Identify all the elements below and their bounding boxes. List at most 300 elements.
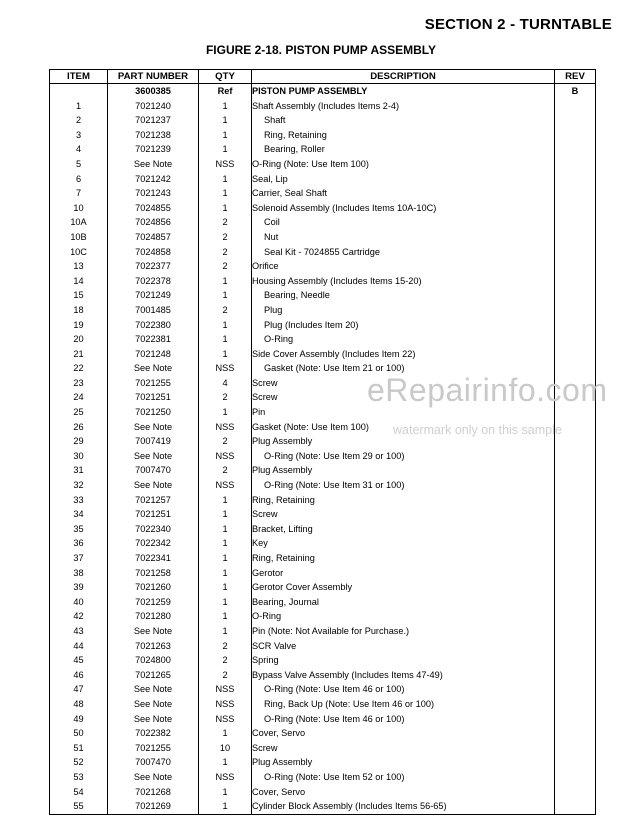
table-row <box>50 245 596 260</box>
cell-item: 46 <box>50 668 108 683</box>
cell-item: 21 <box>50 347 108 362</box>
cell-description: Gerotor Cover Assembly <box>252 580 555 595</box>
cell-part-number: 7021265 <box>108 668 199 683</box>
cell-qty: 1 <box>199 274 252 289</box>
cell-rev <box>555 142 596 157</box>
table-row <box>50 390 596 405</box>
figure-title: FIGURE 2-18. PISTON PUMP ASSEMBLY <box>205 43 437 57</box>
table-row <box>50 580 596 595</box>
cell-item: 48 <box>50 697 108 712</box>
cell-item: 25 <box>50 405 108 420</box>
cell-item: 6 <box>50 172 108 187</box>
cell-part-number: 7021269 <box>108 799 199 814</box>
cell-item: 33 <box>50 493 108 508</box>
table-row <box>50 259 596 274</box>
cell-item: 30 <box>50 449 108 464</box>
cell-part-number: 7021263 <box>108 639 199 654</box>
cell-part-number: 7022380 <box>108 318 199 333</box>
cell-rev <box>555 274 596 289</box>
cell-part-number: 7001485 <box>108 303 199 318</box>
table-row <box>50 536 596 551</box>
cell-part-number: 7021240 <box>108 99 199 114</box>
cell-description: O-Ring (Note: Use Item 29 or 100) <box>252 449 555 464</box>
cell-item: 10 <box>50 201 108 216</box>
cell-qty: 1 <box>199 551 252 566</box>
cell-part-number: 7021251 <box>108 390 199 405</box>
cell-description: O-Ring (Note: Use Item 46 or 100) <box>252 682 555 697</box>
cell-description: Seal Kit - 7024855 Cartridge <box>252 245 555 260</box>
table-row <box>50 186 596 201</box>
cell-rev <box>555 449 596 464</box>
table-row <box>50 361 596 376</box>
cell-item: 53 <box>50 770 108 785</box>
table-row <box>50 405 596 420</box>
cell-rev <box>555 186 596 201</box>
cell-part-number: 7021255 <box>108 376 199 391</box>
cell-item: 39 <box>50 580 108 595</box>
cell-item: 35 <box>50 522 108 537</box>
cell-qty: NSS <box>199 712 252 727</box>
cell-part-number: 7024857 <box>108 230 199 245</box>
table-row <box>50 318 596 333</box>
cell-item: 34 <box>50 507 108 522</box>
cell-item: 36 <box>50 536 108 551</box>
cell-part-number: 7022341 <box>108 551 199 566</box>
cell-qty: 1 <box>199 288 252 303</box>
cell-rev <box>555 785 596 800</box>
cell-description: Screw <box>252 376 555 391</box>
column-header-description: DESCRIPTION <box>252 70 555 84</box>
table-row <box>50 624 596 639</box>
cell-item: 29 <box>50 434 108 449</box>
table-row <box>50 726 596 741</box>
cell-part-number: 7022381 <box>108 332 199 347</box>
cell-item: 44 <box>50 639 108 654</box>
cell-description: Gasket (Note: Use Item 100) <box>252 420 555 435</box>
cell-description: Pin (Note: Not Available for Purchase.) <box>252 624 555 639</box>
cell-item: 19 <box>50 318 108 333</box>
cell-item <box>50 84 108 99</box>
table-row <box>50 639 596 654</box>
cell-part-number: 7021239 <box>108 142 199 157</box>
cell-rev <box>555 522 596 537</box>
cell-description: Cover, Servo <box>252 726 555 741</box>
cell-rev <box>555 653 596 668</box>
table-row <box>50 697 596 712</box>
cell-part-number: 7021251 <box>108 507 199 522</box>
cell-item: 15 <box>50 288 108 303</box>
cell-qty: 2 <box>199 434 252 449</box>
cell-part-number: 7021249 <box>108 288 199 303</box>
table-row <box>50 712 596 727</box>
cell-rev <box>555 434 596 449</box>
cell-description: Coil <box>252 215 555 230</box>
table-row <box>50 741 596 756</box>
cell-description: Seal, Lip <box>252 172 555 187</box>
table-row <box>50 653 596 668</box>
cell-item: 42 <box>50 609 108 624</box>
cell-description: Ring, Back Up (Note: Use Item 46 or 100) <box>252 697 555 712</box>
cell-description: Spring <box>252 653 555 668</box>
table-row <box>50 420 596 435</box>
cell-item: 40 <box>50 595 108 610</box>
cell-qty: 1 <box>199 522 252 537</box>
cell-qty: 1 <box>199 566 252 581</box>
cell-item: 10A <box>50 215 108 230</box>
cell-item: 14 <box>50 274 108 289</box>
cell-rev <box>555 668 596 683</box>
cell-item: 45 <box>50 653 108 668</box>
cell-part-number: 7021257 <box>108 493 199 508</box>
cell-item: 49 <box>50 712 108 727</box>
cell-part-number: 7022340 <box>108 522 199 537</box>
cell-item: 5 <box>50 157 108 172</box>
cell-qty: 1 <box>199 186 252 201</box>
cell-rev <box>555 332 596 347</box>
cell-description: Nut <box>252 230 555 245</box>
cell-item: 4 <box>50 142 108 157</box>
cell-description: Carrier, Seal Shaft <box>252 186 555 201</box>
cell-part-number: 3600385 <box>108 84 199 99</box>
table-row <box>50 799 596 814</box>
cell-item: 10B <box>50 230 108 245</box>
cell-item: 22 <box>50 361 108 376</box>
cell-rev <box>555 507 596 522</box>
cell-qty: 1 <box>199 128 252 143</box>
cell-description: Bracket, Lifting <box>252 522 555 537</box>
cell-item: 55 <box>50 799 108 814</box>
cell-part-number: See Note <box>108 682 199 697</box>
cell-item: 50 <box>50 726 108 741</box>
table-row <box>50 668 596 683</box>
cell-rev <box>555 99 596 114</box>
cell-part-number: 7024856 <box>108 215 199 230</box>
cell-item: 18 <box>50 303 108 318</box>
cell-description: Plug (Includes Item 20) <box>252 318 555 333</box>
cell-description: SCR Valve <box>252 639 555 654</box>
table-row <box>50 376 596 391</box>
cell-qty: 2 <box>199 245 252 260</box>
cell-rev <box>555 609 596 624</box>
cell-item: 52 <box>50 755 108 770</box>
cell-part-number: 7021268 <box>108 785 199 800</box>
cell-qty: NSS <box>199 697 252 712</box>
table-row <box>50 113 596 128</box>
cell-item: 26 <box>50 420 108 435</box>
table-row <box>50 478 596 493</box>
cell-description: Screw <box>252 741 555 756</box>
cell-qty: 2 <box>199 463 252 478</box>
table-row <box>50 142 596 157</box>
cell-rev <box>555 478 596 493</box>
column-header-part-number: PART NUMBER <box>108 70 199 84</box>
cell-description: Bearing, Journal <box>252 595 555 610</box>
table-row <box>50 755 596 770</box>
cell-qty: 1 <box>199 785 252 800</box>
cell-item: 20 <box>50 332 108 347</box>
cell-qty: 1 <box>199 726 252 741</box>
cell-description: Cover, Servo <box>252 785 555 800</box>
cell-qty: 1 <box>199 332 252 347</box>
cell-qty: 1 <box>199 99 252 114</box>
cell-item: 38 <box>50 566 108 581</box>
cell-rev <box>555 536 596 551</box>
table-row <box>50 172 596 187</box>
cell-rev <box>555 639 596 654</box>
cell-part-number: See Note <box>108 478 199 493</box>
cell-item: 54 <box>50 785 108 800</box>
cell-part-number: 7024858 <box>108 245 199 260</box>
cell-part-number: 7007419 <box>108 434 199 449</box>
cell-description: O-Ring (Note: Use Item 100) <box>252 157 555 172</box>
cell-rev <box>555 420 596 435</box>
cell-part-number: 7024855 <box>108 201 199 216</box>
parts-table-body <box>50 84 596 815</box>
cell-rev <box>555 493 596 508</box>
cell-item: 43 <box>50 624 108 639</box>
cell-description: Orifice <box>252 259 555 274</box>
parts-table <box>49 69 596 815</box>
cell-description: O-Ring <box>252 609 555 624</box>
cell-part-number: 7021250 <box>108 405 199 420</box>
cell-description: Ring, Retaining <box>252 128 555 143</box>
cell-qty: 1 <box>199 609 252 624</box>
cell-description: Shaft Assembly (Includes Items 2-4) <box>252 99 555 114</box>
cell-rev <box>555 157 596 172</box>
cell-rev <box>555 712 596 727</box>
cell-qty: 2 <box>199 639 252 654</box>
cell-qty: 1 <box>199 318 252 333</box>
cell-description: O-Ring (Note: Use Item 31 or 100) <box>252 478 555 493</box>
cell-qty: 2 <box>199 259 252 274</box>
cell-description: Housing Assembly (Includes Items 15-20) <box>252 274 555 289</box>
table-row <box>50 449 596 464</box>
cell-rev <box>555 755 596 770</box>
cell-rev <box>555 770 596 785</box>
cell-item: 24 <box>50 390 108 405</box>
cell-qty: 1 <box>199 405 252 420</box>
cell-qty: NSS <box>199 420 252 435</box>
cell-description: Pin <box>252 405 555 420</box>
cell-part-number: 7021258 <box>108 566 199 581</box>
cell-rev <box>555 697 596 712</box>
cell-description: Bearing, Needle <box>252 288 555 303</box>
cell-rev <box>555 405 596 420</box>
table-row <box>50 347 596 362</box>
cell-part-number: 7007470 <box>108 463 199 478</box>
cell-qty: NSS <box>199 478 252 493</box>
cell-qty: NSS <box>199 361 252 376</box>
cell-item: 47 <box>50 682 108 697</box>
cell-item: 31 <box>50 463 108 478</box>
cell-rev <box>555 172 596 187</box>
cell-qty: 10 <box>199 741 252 756</box>
table-row <box>50 128 596 143</box>
cell-qty: 1 <box>199 142 252 157</box>
cell-description: Bearing, Roller <box>252 142 555 157</box>
cell-rev <box>555 799 596 814</box>
table-row <box>50 609 596 624</box>
cell-qty: 1 <box>199 113 252 128</box>
cell-rev <box>555 288 596 303</box>
table-row <box>50 551 596 566</box>
table-row <box>50 230 596 245</box>
cell-part-number: 7021243 <box>108 186 199 201</box>
cell-item: 7 <box>50 186 108 201</box>
cell-item: 51 <box>50 741 108 756</box>
cell-description: Key <box>252 536 555 551</box>
column-header-rev: REV <box>555 70 596 84</box>
cell-qty: 1 <box>199 799 252 814</box>
cell-rev <box>555 566 596 581</box>
cell-part-number: See Note <box>108 361 199 376</box>
cell-part-number: 7022377 <box>108 259 199 274</box>
cell-description: Side Cover Assembly (Includes Item 22) <box>252 347 555 362</box>
cell-description: Cylinder Block Assembly (Includes Items 56-65) <box>252 799 555 814</box>
cell-part-number: 7024800 <box>108 653 199 668</box>
cell-rev <box>555 201 596 216</box>
column-header-item: ITEM <box>50 70 108 84</box>
cell-description: Plug Assembly <box>252 755 555 770</box>
cell-rev <box>555 463 596 478</box>
cell-rev <box>555 682 596 697</box>
cell-part-number: See Note <box>108 449 199 464</box>
table-row <box>50 493 596 508</box>
cell-part-number: 7021259 <box>108 595 199 610</box>
cell-part-number: 7021248 <box>108 347 199 362</box>
cell-qty: 2 <box>199 653 252 668</box>
cell-qty: 1 <box>199 595 252 610</box>
cell-description: Gasket (Note: Use Item 21 or 100) <box>252 361 555 376</box>
cell-part-number: 7021255 <box>108 741 199 756</box>
cell-part-number: See Note <box>108 697 199 712</box>
cell-qty: 4 <box>199 376 252 391</box>
cell-item: 32 <box>50 478 108 493</box>
table-row <box>50 201 596 216</box>
table-row <box>50 785 596 800</box>
cell-description: Ring, Retaining <box>252 551 555 566</box>
cell-qty: NSS <box>199 157 252 172</box>
cell-qty: 1 <box>199 507 252 522</box>
table-row <box>50 288 596 303</box>
watermark-note: watermark only on this sample <box>393 423 562 437</box>
cell-part-number: 7022342 <box>108 536 199 551</box>
table-row <box>50 274 596 289</box>
table-row <box>50 99 596 114</box>
cell-item: 10C <box>50 245 108 260</box>
cell-description: Plug <box>252 303 555 318</box>
cell-rev <box>555 624 596 639</box>
cell-part-number: See Note <box>108 157 199 172</box>
cell-rev <box>555 245 596 260</box>
cell-description: Screw <box>252 507 555 522</box>
cell-item: 23 <box>50 376 108 391</box>
cell-part-number: See Note <box>108 420 199 435</box>
cell-qty: 2 <box>199 215 252 230</box>
table-row <box>50 84 596 99</box>
table-row <box>50 770 596 785</box>
cell-qty: 2 <box>199 303 252 318</box>
cell-rev <box>555 595 596 610</box>
cell-qty: 1 <box>199 624 252 639</box>
cell-qty: NSS <box>199 770 252 785</box>
cell-part-number: See Note <box>108 712 199 727</box>
cell-description: Plug Assembly <box>252 434 555 449</box>
table-row <box>50 303 596 318</box>
table-row <box>50 463 596 478</box>
cell-qty: 1 <box>199 347 252 362</box>
cell-qty: 2 <box>199 668 252 683</box>
cell-item: 2 <box>50 113 108 128</box>
cell-description: O-Ring (Note: Use Item 46 or 100) <box>252 712 555 727</box>
cell-rev <box>555 376 596 391</box>
cell-part-number: 7022378 <box>108 274 199 289</box>
cell-description: PISTON PUMP ASSEMBLY <box>252 84 555 99</box>
cell-rev <box>555 361 596 376</box>
cell-description: Gerotor <box>252 566 555 581</box>
table-row <box>50 522 596 537</box>
cell-description: Screw <box>252 390 555 405</box>
cell-description: Solenoid Assembly (Includes Items 10A-10C) <box>252 201 555 216</box>
cell-part-number: 7021238 <box>108 128 199 143</box>
cell-rev <box>555 726 596 741</box>
cell-description: Ring, Retaining <box>252 493 555 508</box>
cell-qty: NSS <box>199 449 252 464</box>
cell-qty: 1 <box>199 580 252 595</box>
cell-rev <box>555 390 596 405</box>
cell-description: Plug Assembly <box>252 463 555 478</box>
cell-description: Shaft <box>252 113 555 128</box>
cell-item: 3 <box>50 128 108 143</box>
table-header-row <box>50 70 596 84</box>
table-row <box>50 332 596 347</box>
cell-qty: Ref <box>199 84 252 99</box>
table-row <box>50 215 596 230</box>
cell-rev <box>555 551 596 566</box>
table-row <box>50 682 596 697</box>
table-row <box>50 157 596 172</box>
cell-rev <box>555 113 596 128</box>
cell-description: O-Ring <box>252 332 555 347</box>
cell-qty: 1 <box>199 536 252 551</box>
cell-part-number: 7021242 <box>108 172 199 187</box>
table-row <box>50 595 596 610</box>
cell-qty: 1 <box>199 201 252 216</box>
cell-rev <box>555 580 596 595</box>
cell-item: 1 <box>50 99 108 114</box>
cell-qty: 2 <box>199 230 252 245</box>
cell-item: 37 <box>50 551 108 566</box>
cell-item: 13 <box>50 259 108 274</box>
cell-rev <box>555 259 596 274</box>
section-title: SECTION 2 - TURNTABLE <box>424 16 612 33</box>
cell-part-number: 7021237 <box>108 113 199 128</box>
cell-part-number: 7007470 <box>108 755 199 770</box>
table-row <box>50 566 596 581</box>
cell-qty: 1 <box>199 172 252 187</box>
cell-qty: 2 <box>199 390 252 405</box>
cell-rev <box>555 318 596 333</box>
cell-rev <box>555 303 596 318</box>
watermark-brand: eRepairinfo.com <box>367 372 608 408</box>
cell-part-number: 7021260 <box>108 580 199 595</box>
cell-qty: 1 <box>199 493 252 508</box>
table-row <box>50 434 596 449</box>
cell-part-number: See Note <box>108 770 199 785</box>
cell-rev <box>555 128 596 143</box>
table-row <box>50 507 596 522</box>
cell-part-number: 7021280 <box>108 609 199 624</box>
